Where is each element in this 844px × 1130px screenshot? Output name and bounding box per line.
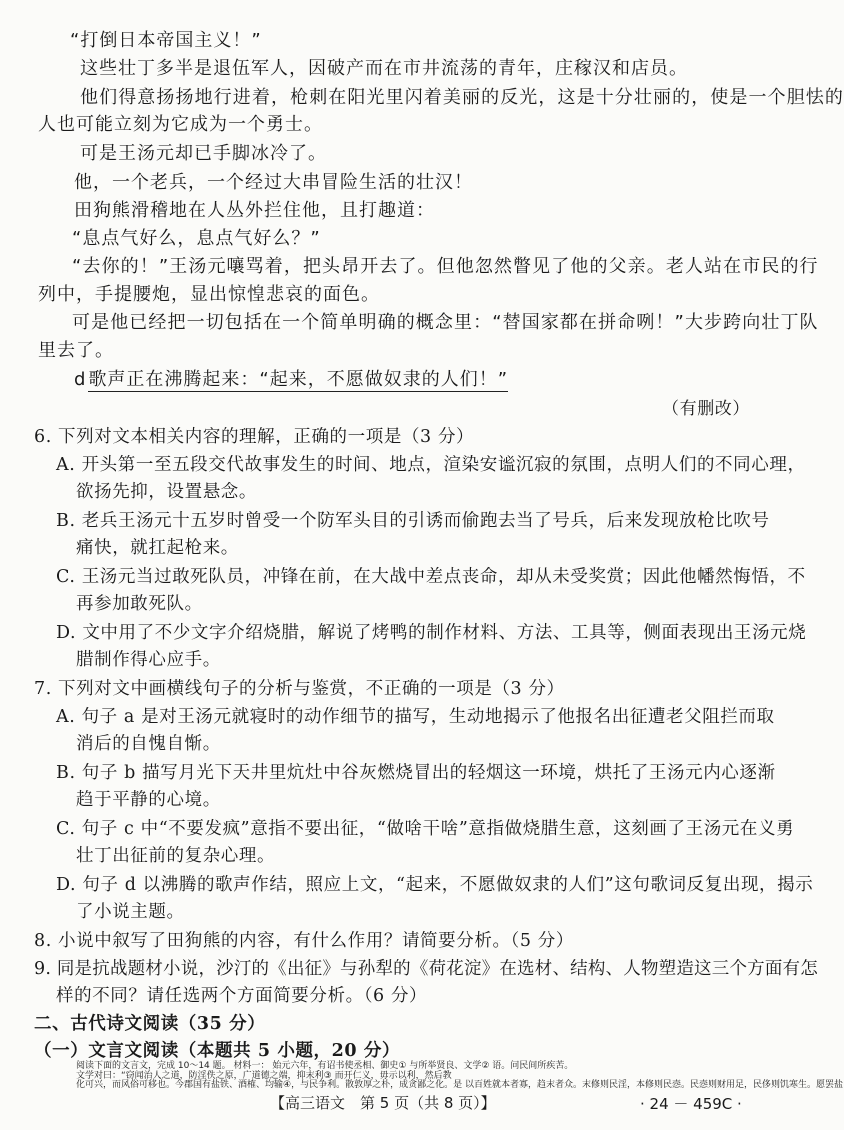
classical-line-3: 化可兴，而风俗可移也。今郡国有盐铁、酒榷、均输④，与民争利。散敦厚之朴，成贪鄙之化。是: [76, 1080, 463, 1090]
option-7A-cont: 消后的自愧自惭。: [76, 734, 221, 754]
option-7B-cont: 趋于平静的心境。: [76, 790, 221, 810]
source-note: （有删改）: [662, 399, 750, 419]
classical-instruction: 阅读下面的文言文，完成 10～14 题。: [76, 1061, 231, 1071]
story-paragraph: “打倒日本帝国主义！”: [70, 30, 262, 51]
question-8: 8. 小说中叙写了田狗熊的内容，有什么作用？请简要分析。（5 分）: [34, 931, 575, 951]
underlined-text: 歌声正在沸腾起来：“起来，不愿做奴隶的人们！”: [88, 369, 509, 390]
option-6C: C. 王汤元当过敢死队员，冲锋在前，在大战中差点丧命，却从未受奖赏；因此他幡然悔悟，不: [56, 567, 806, 587]
story-paragraph: 列中，手提腰炮，显出惊惶悲哀的面色。: [38, 284, 380, 305]
option-6C-cont: 再参加敢死队。: [76, 594, 203, 614]
story-paragraph: 这些壮丁多半是退伍军人，因破产而在市井流荡的青年，庄稼汉和店员。: [80, 58, 688, 79]
classical-passage-block: [76, 1061, 843, 1090]
option-7D: D. 句子 d 以沸腾的歌声作结，照应上文，“起来，不愿做奴隶的人们”这句歌词反复出现，揭示: [56, 875, 814, 895]
story-paragraph: 里去了。: [38, 340, 114, 361]
question-9: 9. 同是抗战题材小说，沙汀的《出征》与孙犁的《荷花淀》在选材、结构、人物塑造这三个方面有怎: [34, 959, 818, 979]
story-paragraph: 可是王汤元却已手脚冰冷了。: [80, 143, 327, 164]
classical-line-2: 文学对曰：“窃闻治人之道，防淫佚之原，广道德之端，抑末利③ 而开仁义，毋示以利，然后教: [76, 1070, 452, 1081]
option-6B: B. 老兵王汤元十五岁时曾受一个防军头目的引诱而偷跑去当了号兵，后来发现放枪比吹号: [56, 511, 770, 531]
page-footer: 【高三语文 第 5 页（共 8 页）】: [270, 1094, 496, 1112]
story-paragraph: 人也可能立刻为它成为一个勇士。: [38, 114, 323, 135]
question-6-stem: 6. 下列对文本相关内容的理解，正确的一项是（3 分）: [34, 427, 475, 447]
story-paragraph: 可是他已经把一切包括在一个简单明确的概念里：“替国家都在拼命咧！”大步跨向壮丁队: [72, 312, 819, 333]
option-7A: A. 句子 a 是对王汤元就寝时的动作细节的描写，生动地揭示了他报名出征遭老父阻拦而取: [56, 707, 775, 727]
classical-line-1: 始元六年，有诏书使丞相、御史① 与所举贤良、文学② 语。问民间所疾苦。: [272, 1061, 574, 1071]
material-label: 材料一：: [233, 1061, 270, 1071]
option-6D: D. 文中用了不少文字介绍烧腊，解说了烤鸭的制作材料、方法、工具等，侧面表现出王汤元烧: [56, 623, 807, 643]
option-6A-cont: 欲扬先抑，设置悬念。: [76, 482, 257, 502]
section-2-subtitle: （一）文言文阅读（本题共 5 小题，20 分）: [34, 1041, 401, 1061]
story-paragraph: 他，一个老兵，一个经过大串冒险生活的壮汉！: [74, 172, 473, 193]
underlined-sentence-d: [74, 369, 508, 391]
exam-code: · 24 － 459C ·: [640, 1095, 742, 1113]
story-paragraph: 田狗熊滑稽地在人丛外拦住他，且打趣道：: [74, 200, 435, 221]
sentence-marker: d: [74, 369, 87, 390]
question-7-stem: 7. 下列对文中画横线句子的分析与鉴赏，不正确的一项是（3 分）: [34, 679, 565, 699]
option-7D-cont: 了小说主题。: [76, 902, 185, 922]
option-7C: C. 句子 c 中“不要发疯”意指不要出征，“做啥干啥”意指做烧腊生意，这刻画了王汤元在义勇: [56, 819, 795, 839]
option-6D-cont: 腊制作得心应手。: [76, 650, 221, 670]
story-paragraph: “去你的！”王汤元嚷骂着，把头昂开去了。但他忽然瞥见了他的父亲。老人站在市民的行: [72, 256, 819, 277]
section-2-title: 二、古代诗文阅读（35 分）: [34, 1014, 266, 1034]
option-7B: B. 句子 b 描写月光下天井里炕灶中谷灰燃烧冒出的轻烟这一环境，烘托了王汤元内心逐渐: [56, 763, 776, 783]
classical-line-4: 以百姓就本者寡，趋末者众。末修则民淫，本修则民悫。民悫则财用足，民侈则饥寒生。愿罢盐: [464, 1080, 843, 1090]
option-6B-cont: 痛快，就扛起枪来。: [76, 538, 239, 558]
story-paragraph: 他们得意扬扬地行进着，枪刺在阳光里闪着美丽的反光，这是十分壮丽的，使是一个胆怯的: [80, 87, 844, 108]
option-6A: A. 开头第一至五段交代故事发生的时间、地点，渲染安谧沉寂的氛围，点明人们的不同心理，: [56, 455, 806, 475]
story-paragraph: “息点气好么，息点气好么？”: [72, 228, 321, 249]
question-9-cont: 样的不同？请任选两个方面简要分析。（6 分）: [56, 986, 428, 1006]
option-7C-cont: 壮丁出征前的复杂心理。: [76, 846, 276, 866]
